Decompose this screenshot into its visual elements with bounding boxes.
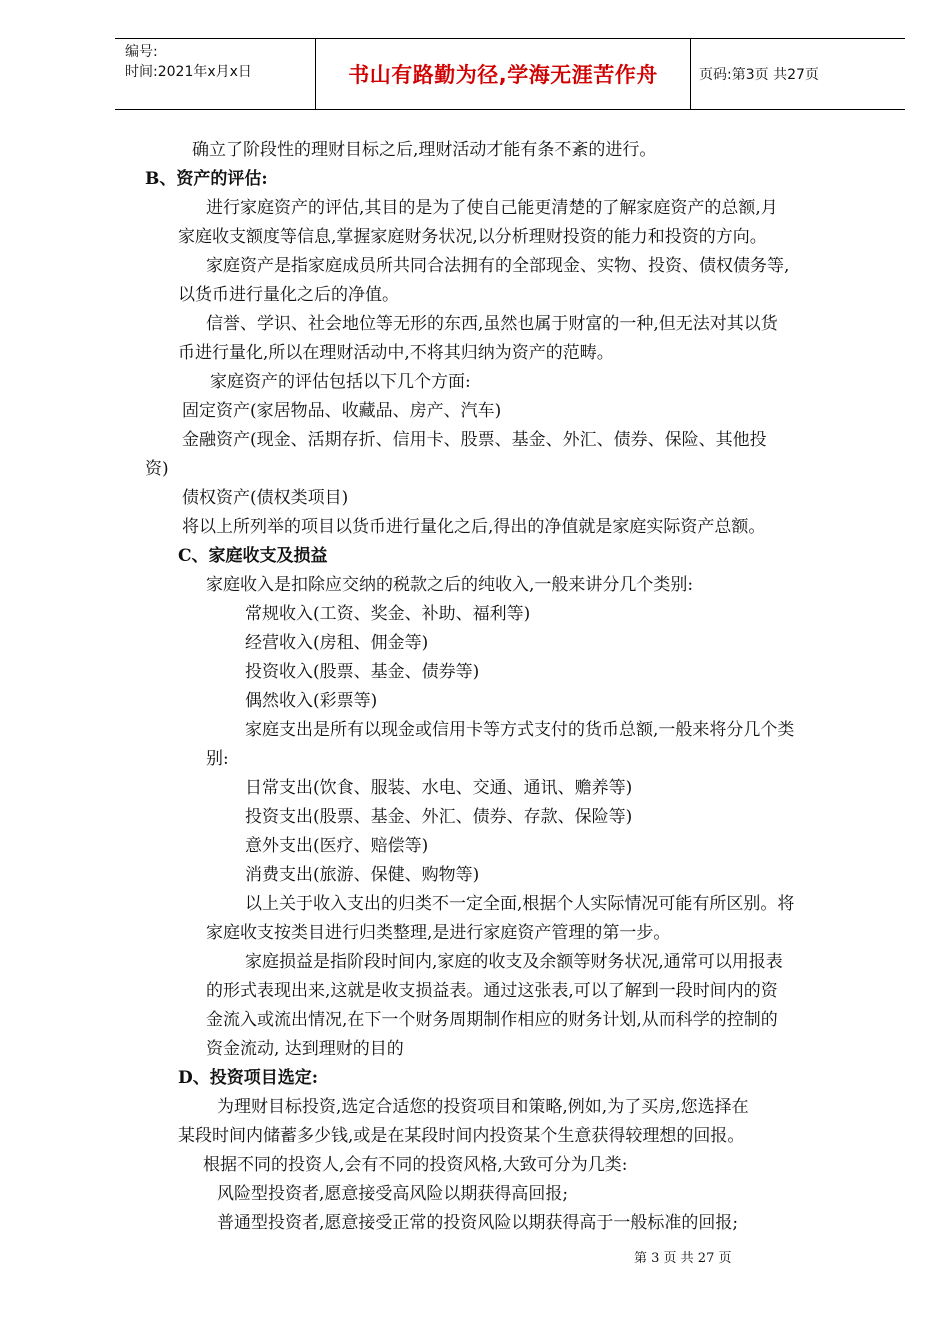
text-line: 进行家庭资产的评估,其目的是为了使自己能更清楚的了解家庭资产的总额,月 <box>206 198 778 218</box>
header-page-cell <box>690 39 905 109</box>
text-line: 为理财目标投资,选定合适您的投资项目和策略,例如,为了买房,您选择在 <box>217 1097 749 1117</box>
text-line: 投资支出(股票、基金、外汇、债券、存款、保险等) <box>245 807 633 827</box>
page-footer: 第 3 页 共 27 页 <box>634 1251 732 1266</box>
text-line: 金融资产(现金、活期存折、信用卡、股票、基金、外汇、债券、保险、其他投 <box>182 430 767 450</box>
text-line: 债权资产(债权类项目) <box>182 488 349 508</box>
text-line: 消费支出(旅游、保健、购物等) <box>245 865 480 885</box>
text-line: 家庭损益是指阶段时间内,家庭的收支及余额等财务状况,通常可以用报表 <box>245 952 783 972</box>
text-line: 金流入或流出情况,在下一个财务周期制作相应的财务计划,从而科学的控制的 <box>206 1010 778 1030</box>
header-info-cell <box>115 39 315 109</box>
text-line: 家庭收支额度等信息,掌握家庭财务状况,以分析理财投资的能力和投资的方向。 <box>178 227 767 247</box>
serial-label: 编号: <box>125 44 158 60</box>
text-line: 以货币进行量化之后的净值。 <box>178 285 399 305</box>
text-line: 信誉、学识、社会地位等无形的东西,虽然也属于财富的一种,但无法对其以货 <box>206 314 778 334</box>
section-heading-c: C、家庭收支及损益 <box>178 546 328 566</box>
text-line: 家庭资产是指家庭成员所共同合法拥有的全部现金、实物、投资、债权债务等, <box>206 256 790 276</box>
page-header <box>115 38 905 110</box>
text-line: 家庭收入是扣除应交纳的税款之后的纯收入,一般来讲分几个类别: <box>206 575 694 595</box>
text-line: 某段时间内储蓄多少钱,或是在某段时间内投资某个生意获得较理想的回报。 <box>178 1126 745 1146</box>
text-line: 普通型投资者,愿意接受正常的投资风险以期获得高于一般标准的回报; <box>217 1213 739 1233</box>
text-line: 常规收入(工资、奖金、补助、福利等) <box>245 604 531 624</box>
time-label: 时间:2021年x月x日 <box>125 64 252 80</box>
text-line: 家庭收支按类目进行归类整理,是进行家庭资产管理的第一步。 <box>206 923 671 943</box>
text-line: 家庭资产的评估包括以下几个方面: <box>210 372 471 392</box>
page-number-label: 页码:第3页 共27页 <box>699 67 819 83</box>
text-line: 风险型投资者,愿意接受高风险以期获得高回报; <box>217 1184 569 1204</box>
text-line: 固定资产(家居物品、收藏品、房产、汽车) <box>182 401 502 421</box>
text-line: 确立了阶段性的理财目标之后,理财活动才能有条不紊的进行。 <box>192 140 657 160</box>
text-line: 投资收入(股票、基金、债券等) <box>245 662 480 682</box>
text-line: 以上关于收入支出的归类不一定全面,根据个人实际情况可能有所区别。将 <box>245 894 795 914</box>
section-heading-d: D、投资项目选定: <box>178 1068 319 1088</box>
text-line: 经营收入(房租、佣金等) <box>245 633 429 653</box>
motto-text: 书山有路勤为径,学海无涯苦作舟 <box>348 63 658 87</box>
text-line: 资) <box>145 459 169 479</box>
text-line: 根据不同的投资人,会有不同的投资风格,大致可分为几类: <box>203 1155 628 1175</box>
text-line: 日常支出(饮食、服装、水电、交通、通讯、赡养等) <box>245 778 633 798</box>
text-line: 家庭支出是所有以现金或信用卡等方式支付的货币总额,一般来将分几个类 <box>245 720 795 740</box>
text-line: 将以上所列举的项目以货币进行量化之后,得出的净值就是家庭实际资产总额。 <box>182 517 766 537</box>
text-line: 币进行量化,所以在理财活动中,不将其归纳为资产的范畴。 <box>178 343 614 363</box>
text-line: 意外支出(医疗、赔偿等) <box>245 836 429 856</box>
text-line: 的形式表现出来,这就是收支损益表。通过这张表,可以了解到一段时间内的资 <box>206 981 778 1001</box>
section-heading-b: B、资产的评估: <box>145 169 268 189</box>
text-line: 资金流动, 达到理财的目的 <box>206 1039 404 1059</box>
text-line: 偶然收入(彩票等) <box>245 691 378 711</box>
text-line: 别: <box>206 749 229 769</box>
header-motto-cell <box>315 39 691 109</box>
